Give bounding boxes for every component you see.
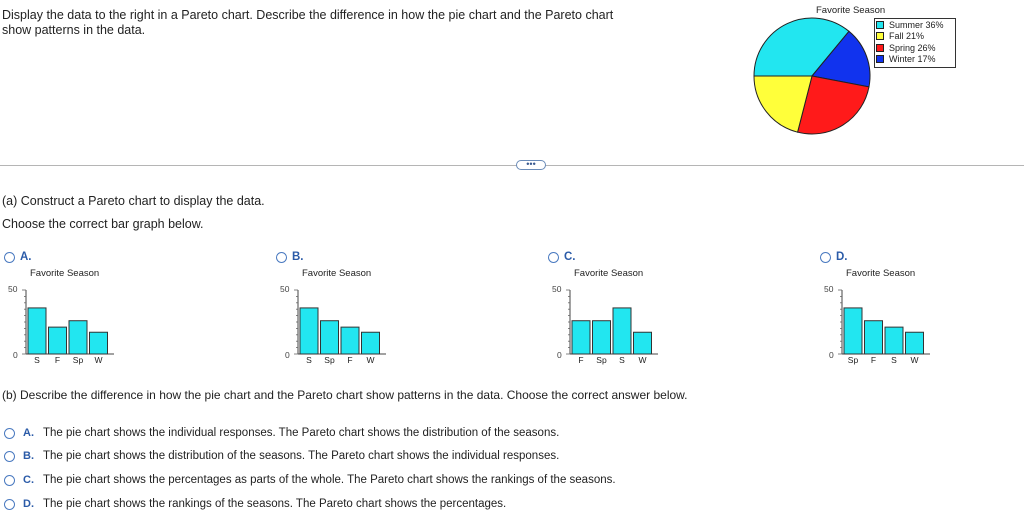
bar-f bbox=[572, 321, 590, 354]
legend-swatch bbox=[876, 55, 884, 63]
category-label: S bbox=[306, 355, 312, 365]
option-letter: A. bbox=[23, 427, 34, 439]
bar-sp bbox=[844, 308, 862, 354]
category-label: S bbox=[891, 355, 897, 365]
bar-chart bbox=[566, 284, 662, 368]
bar-f bbox=[49, 327, 67, 354]
legend-item-summer bbox=[875, 19, 955, 31]
option-b-d[interactable] bbox=[4, 496, 506, 512]
option-letter: D. bbox=[836, 251, 848, 263]
pie-chart bbox=[750, 14, 874, 138]
bar-chart-title: Favorite Season bbox=[574, 268, 644, 279]
category-label: F bbox=[870, 355, 877, 365]
part-a-heading: (a) Construct a Pareto chart to display the data. bbox=[2, 194, 265, 208]
show-more-button[interactable]: ••• bbox=[516, 160, 546, 170]
question-text: Display the data to the right in a Pareto chart. Describe the difference in how the pie chart and the Pareto chart show patterns in the data. bbox=[2, 8, 614, 37]
bar-f bbox=[865, 321, 883, 354]
category-label: W bbox=[638, 355, 647, 365]
option-letter: C. bbox=[564, 251, 576, 263]
bar-chart-title: Favorite Season bbox=[30, 268, 100, 279]
legend-swatch bbox=[876, 21, 884, 29]
option-text: The pie chart shows the percentages as parts of the whole. The Pareto chart shows the rankings of the seasons. bbox=[43, 474, 616, 486]
legend-item-spring bbox=[875, 42, 955, 54]
radio-button[interactable] bbox=[548, 252, 559, 263]
y-max-tick-label: 50 bbox=[8, 284, 18, 294]
y-min-tick-label: 0 bbox=[829, 350, 834, 360]
option-letter: B. bbox=[292, 251, 304, 263]
bar-s bbox=[28, 308, 46, 354]
legend-label: Winter 17% bbox=[889, 54, 936, 65]
y-min-tick-label: 0 bbox=[557, 350, 562, 360]
radio-button[interactable] bbox=[4, 428, 15, 439]
part-b-heading: (b) Describe the difference in how the pie chart and the Pareto chart show patterns in the data. Choose the correct answer below. bbox=[2, 388, 688, 402]
pie-title: Favorite Season bbox=[816, 5, 886, 16]
y-max-tick-label: 50 bbox=[824, 284, 834, 294]
bar-sp bbox=[69, 321, 87, 354]
category-label: W bbox=[366, 355, 375, 365]
option-text: The pie chart shows the individual responses. The Pareto chart shows the distribution of the seasons. bbox=[43, 427, 560, 439]
option-text: The pie chart shows the rankings of the seasons. The Pareto chart shows the percentages. bbox=[43, 498, 507, 510]
category-label: F bbox=[347, 355, 353, 365]
bar-w bbox=[634, 332, 652, 354]
category-label: W bbox=[910, 355, 919, 365]
option-text: The pie chart shows the distribution of the seasons. The Pareto chart shows the individual responses. bbox=[43, 450, 560, 462]
y-min-tick-label: 0 bbox=[13, 350, 18, 360]
legend-label: Fall 21% bbox=[889, 31, 925, 42]
radio-button[interactable] bbox=[4, 475, 15, 486]
legend-label: Summer 36% bbox=[889, 19, 944, 30]
bar-chart bbox=[294, 284, 390, 368]
category-label: Sp bbox=[596, 355, 607, 365]
category-label: F bbox=[54, 355, 61, 365]
y-max-tick-label: 50 bbox=[552, 284, 562, 294]
option-b-b[interactable] bbox=[4, 448, 559, 464]
bar-s bbox=[613, 308, 631, 354]
bar-chart-title: Favorite Season bbox=[846, 268, 916, 279]
option-b-a[interactable] bbox=[4, 425, 559, 441]
category-label: W bbox=[94, 355, 103, 365]
y-max-tick-label: 50 bbox=[280, 284, 290, 294]
bar-chart bbox=[838, 284, 934, 368]
bar-chart bbox=[22, 284, 118, 368]
category-label: Sp bbox=[324, 355, 335, 365]
part-a-instruction: Choose the correct bar graph below. bbox=[2, 217, 204, 231]
legend-swatch bbox=[876, 32, 884, 40]
radio-button[interactable] bbox=[276, 252, 287, 263]
legend-swatch bbox=[876, 44, 884, 52]
option-a-3[interactable] bbox=[820, 251, 848, 263]
option-a-2[interactable] bbox=[548, 251, 576, 263]
pie-legend bbox=[874, 18, 956, 68]
option-letter: D. bbox=[23, 498, 34, 510]
bar-s bbox=[885, 327, 903, 354]
category-label: Sp bbox=[847, 355, 859, 365]
y-min-tick-label: 0 bbox=[285, 350, 290, 360]
legend-item-winter bbox=[875, 54, 955, 66]
section-divider bbox=[0, 165, 1024, 166]
radio-button[interactable] bbox=[4, 499, 15, 510]
bar-f bbox=[341, 327, 359, 354]
category-label: S bbox=[34, 355, 40, 365]
bar-s bbox=[300, 308, 318, 354]
radio-button[interactable] bbox=[820, 252, 831, 263]
bar-w bbox=[906, 332, 924, 354]
bar-w bbox=[362, 332, 380, 354]
bar-w bbox=[90, 332, 108, 354]
option-letter: A. bbox=[20, 251, 32, 263]
category-label: S bbox=[619, 355, 625, 365]
category-label: Sp bbox=[72, 355, 84, 365]
radio-button[interactable] bbox=[4, 451, 15, 462]
option-letter: C. bbox=[23, 474, 34, 486]
option-a-1[interactable] bbox=[276, 251, 304, 263]
legend-label: Spring 26% bbox=[889, 42, 936, 53]
option-letter: B. bbox=[23, 450, 34, 462]
bar-chart-title: Favorite Season bbox=[302, 268, 372, 279]
legend-item-fall bbox=[875, 31, 955, 43]
option-b-c[interactable] bbox=[4, 472, 616, 488]
bar-sp bbox=[593, 321, 611, 354]
bar-sp bbox=[321, 321, 339, 354]
category-label: F bbox=[578, 355, 584, 365]
radio-button[interactable] bbox=[4, 252, 15, 263]
option-a-0[interactable] bbox=[4, 251, 32, 263]
